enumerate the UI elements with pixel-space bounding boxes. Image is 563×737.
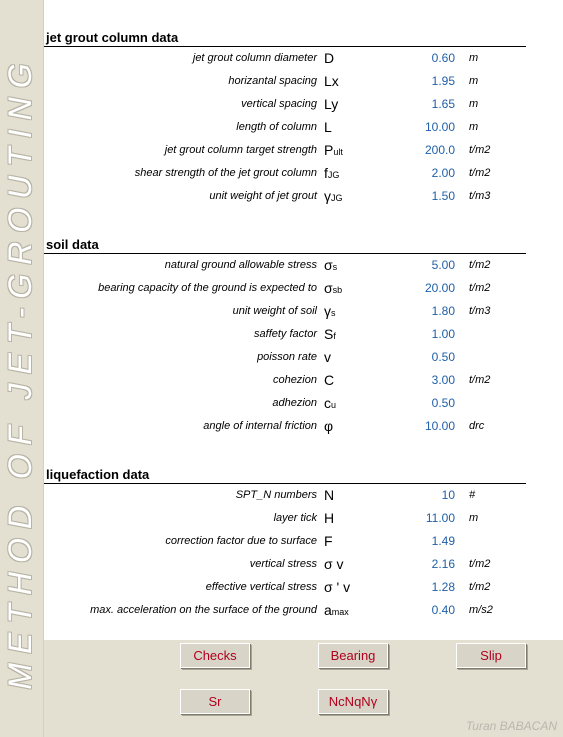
param-unit: drc: [469, 420, 485, 432]
param-symbol-sub: JG: [331, 193, 343, 203]
param-description: length of column: [236, 121, 317, 133]
param-symbol-main: a: [324, 602, 332, 618]
param-row: [44, 578, 563, 601]
left-band: [0, 0, 44, 737]
param-symbol-main: P: [324, 142, 334, 158]
param-description: saffety factor: [254, 328, 317, 340]
section-rule-jet: [44, 46, 526, 47]
param-description: jet grout column diameter: [192, 52, 317, 64]
param-description: vertical stress: [249, 558, 317, 570]
param-symbol-main: N: [324, 487, 335, 503]
param-symbol-main: S: [324, 326, 334, 342]
param-symbol: [324, 303, 384, 319]
param-symbol-sub: s: [331, 308, 336, 318]
param-symbol-main: σ ' v: [324, 579, 351, 595]
param-value[interactable]: 5.00: [431, 258, 455, 272]
param-symbol: [324, 257, 384, 273]
param-unit: m: [469, 121, 479, 133]
param-value[interactable]: 10.00: [424, 120, 455, 134]
param-symbol: [324, 96, 384, 112]
param-value[interactable]: 1.00: [431, 327, 455, 341]
param-description: max. acceleration on the surface of the ground: [90, 604, 317, 616]
param-row: [44, 509, 563, 532]
param-symbol: [324, 556, 384, 572]
param-unit: t/m2: [469, 259, 491, 271]
param-symbol-main: L: [324, 119, 332, 135]
param-description: horizantal spacing: [228, 75, 317, 87]
section-title-soil: soil data: [46, 237, 99, 252]
param-value[interactable]: 2.16: [431, 557, 455, 571]
param-symbol-main: γ: [324, 188, 331, 204]
param-symbol-main: σ: [324, 280, 333, 296]
param-symbol: [324, 73, 384, 89]
param-value[interactable]: 0.50: [431, 396, 455, 410]
param-unit: t/m3: [469, 190, 491, 202]
param-description: correction factor due to surface: [165, 535, 317, 547]
param-symbol-sub: f: [333, 331, 336, 341]
param-value[interactable]: 1.28: [431, 580, 455, 594]
param-symbol: [324, 372, 384, 388]
param-description: SPT_N numbers: [235, 489, 317, 501]
param-unit: t/m2: [469, 167, 491, 179]
param-row: [44, 187, 563, 210]
param-symbol-main: γ: [324, 303, 331, 319]
param-value[interactable]: 1.95: [431, 74, 455, 88]
param-unit: m/s2: [469, 604, 493, 616]
param-unit: m: [469, 52, 479, 64]
param-row: [44, 118, 563, 141]
param-symbol: [324, 326, 384, 342]
param-symbol: [324, 165, 384, 181]
param-row: [44, 417, 563, 440]
param-unit: t/m2: [469, 558, 491, 570]
section-title-liq: liquefaction data: [46, 467, 150, 482]
param-symbol-sub: u: [331, 400, 337, 410]
param-row: [44, 486, 563, 509]
param-symbol-main: φ: [324, 418, 334, 434]
param-value[interactable]: 0.50: [431, 350, 455, 364]
param-description: vertical spacing: [241, 98, 317, 110]
param-description: poisson rate: [257, 351, 317, 363]
slip-button[interactable]: Slip: [456, 643, 526, 668]
param-value[interactable]: 11.00: [425, 511, 455, 525]
param-description: effective vertical stress: [205, 581, 317, 593]
param-row: [44, 302, 563, 325]
param-symbol: [324, 418, 384, 434]
param-row: [44, 371, 563, 394]
param-symbol-main: c: [324, 395, 331, 411]
param-symbol-sub: s: [332, 262, 338, 272]
section-rule-liq: [44, 483, 526, 484]
param-symbol-sub: ult: [333, 147, 343, 157]
param-row: [44, 325, 563, 348]
param-unit: t/m2: [469, 144, 491, 156]
param-symbol: [324, 349, 384, 365]
param-symbol: [324, 533, 384, 549]
param-row: [44, 555, 563, 578]
section-title-jet: jet grout column data: [46, 30, 179, 45]
param-description: natural ground allowable stress: [164, 259, 317, 271]
param-row: [44, 141, 563, 164]
param-unit: t/m2: [469, 374, 491, 386]
param-unit: t/m3: [469, 305, 491, 317]
param-description: layer tick: [273, 512, 317, 524]
param-description: shear strength of the jet grout column: [134, 167, 317, 179]
param-row: [44, 95, 563, 118]
param-unit: #: [469, 489, 476, 501]
param-row: [44, 256, 563, 279]
param-value[interactable]: 10.00: [424, 419, 455, 433]
param-row: [44, 164, 563, 187]
param-symbol: [324, 142, 384, 158]
param-symbol-main: C: [324, 372, 335, 388]
param-description: bearing capacity of the ground is expected to: [98, 282, 317, 294]
param-symbol-sub: sb: [332, 285, 343, 295]
param-unit: t/m2: [469, 581, 491, 593]
param-value[interactable]: 10: [441, 488, 455, 502]
param-symbol: [324, 510, 384, 526]
param-symbol-main: f: [324, 165, 328, 181]
param-row: [44, 279, 563, 302]
param-symbol: [324, 188, 384, 204]
param-symbol: [324, 119, 384, 135]
param-unit: t/m2: [469, 282, 491, 294]
param-value[interactable]: 20.00: [424, 281, 455, 295]
checks-button[interactable]: Checks: [180, 643, 250, 668]
param-value[interactable]: 1.80: [431, 304, 455, 318]
param-description: cohezion: [272, 374, 317, 386]
vertical-title: METHOD OF JET-GROUTING: [2, 54, 38, 690]
param-symbol-main: F: [324, 533, 333, 549]
param-symbol: [324, 280, 384, 296]
param-symbol-sub: max: [331, 607, 349, 617]
button-area: [44, 640, 563, 737]
param-unit: m: [469, 75, 479, 87]
sheet: [44, 0, 563, 737]
param-symbol-main: H: [324, 510, 335, 526]
param-row: [44, 601, 563, 624]
param-symbol: [324, 50, 384, 66]
param-value[interactable]: 1.65: [431, 97, 455, 111]
param-symbol-sub: JG: [327, 170, 340, 180]
param-unit: m: [469, 98, 479, 110]
param-row: [44, 348, 563, 371]
param-symbol-main: Lx: [324, 73, 339, 89]
sr-button[interactable]: Sr: [180, 689, 250, 714]
param-value[interactable]: 3.00: [431, 373, 455, 387]
param-description: angle of internal friction: [203, 420, 317, 432]
section-rule-soil: [44, 253, 526, 254]
param-symbol: [324, 487, 384, 503]
param-description: unit weight of jet grout: [209, 190, 317, 202]
param-value[interactable]: 200.0: [424, 143, 455, 157]
param-description: jet grout column target strength: [164, 144, 317, 156]
ncnqng-button[interactable]: NcNqNγ: [318, 689, 388, 714]
param-value[interactable]: 0.40: [431, 603, 455, 617]
param-value[interactable]: 1.50: [431, 189, 455, 203]
param-symbol-main: D: [324, 50, 335, 66]
param-row: [44, 532, 563, 555]
bearing-button[interactable]: Bearing: [318, 643, 388, 668]
param-row: [44, 49, 563, 72]
author-credit: Turan BABACAN: [465, 719, 557, 733]
param-symbol-main: Ly: [324, 96, 339, 112]
param-value[interactable]: 0.60: [431, 51, 455, 65]
param-symbol-main: σ: [324, 257, 333, 273]
param-symbol-main: v: [324, 349, 331, 365]
param-unit: m: [469, 512, 479, 524]
param-value[interactable]: 1.49: [431, 534, 455, 548]
param-symbol: [324, 579, 384, 595]
param-value[interactable]: 2.00: [431, 166, 455, 180]
param-symbol: [324, 395, 384, 411]
param-symbol-main: σ v: [324, 556, 344, 572]
param-row: [44, 72, 563, 95]
param-description: adhezion: [272, 397, 317, 409]
param-row: [44, 394, 563, 417]
param-symbol: [324, 602, 384, 618]
param-description: unit weight of soil: [232, 305, 317, 317]
